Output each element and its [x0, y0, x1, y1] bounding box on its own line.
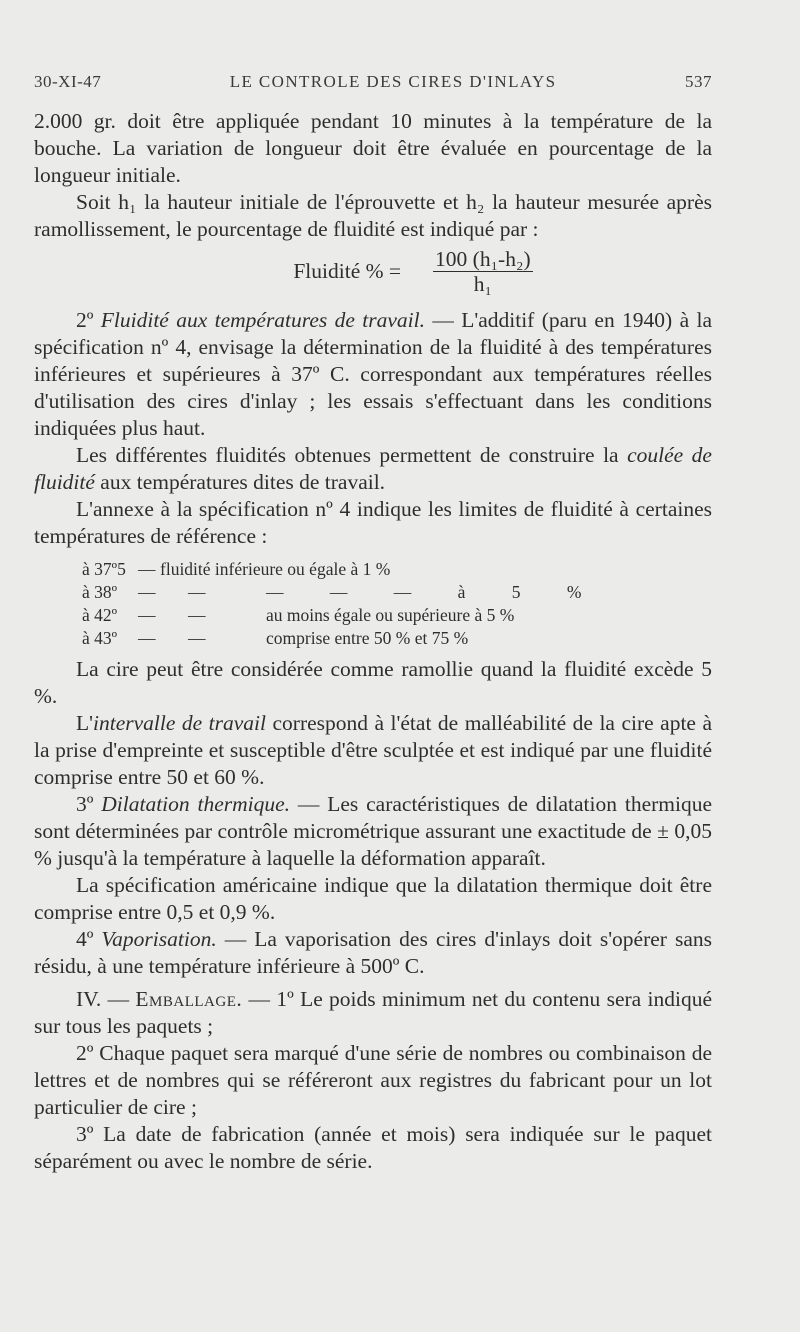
- p7-em: intervalle de travail: [93, 711, 267, 735]
- paragraph-6: La cire peut être considérée comme ramollie quand la fluidité excède 5 %.: [34, 657, 712, 708]
- p10-title: Vaporisation.: [101, 927, 217, 951]
- paragraph-1: 2.000 gr. doit être appliquée pendant 10 minutes à la température de la bouche. La variation de longueur doit être évaluée en pourcentage de la longueur initiale.: [34, 109, 712, 187]
- formula-denominator: h₁: [473, 271, 492, 296]
- list-item: [82, 558, 712, 581]
- fluidity-formula: [114, 245, 712, 297]
- p8-title: Dilatation thermique.: [101, 792, 291, 816]
- paragraph-3: [34, 307, 712, 442]
- limit-temp: à 37º5: [82, 559, 126, 579]
- list-item: [82, 581, 712, 604]
- p3-text: — L'additif (paru en 1940) à la spécification nº 4, envisage la détermination de la fluidité à des températures inférieures et supérieures à 37º C. correspondant aux températures réelles d'utilisation des cires d'inlay ; les essais s'effectuant dans les conditions indiquées plus haut.: [34, 308, 712, 440]
- limit-text: au moins égale ou supérieure à 5 %: [266, 605, 515, 625]
- limit-text: — — — à 5 %: [266, 582, 582, 602]
- limit-dash: —: [138, 559, 156, 579]
- limit-dash: —: [138, 605, 156, 625]
- p4-a: Les différentes fluidités obtenues permettent de construire la: [76, 443, 628, 467]
- paragraph-13: 3º La date de fabrication (année et mois) sera indiquée sur le paquet séparément ou avec le nombre de série.: [34, 1122, 712, 1173]
- limit-dash: —: [188, 605, 206, 625]
- p10-lead: 4º: [76, 927, 102, 951]
- paragraph-11: [34, 986, 712, 1040]
- page-number: 537: [684, 72, 712, 91]
- p11-lead: IV. —: [76, 987, 136, 1011]
- paragraph-12: 2º Chaque paquet sera marqué d'une série de nombres ou combinaison de lettres et de nombres qui se référeront aux registres du fabricant pour un lot particulier de cire ;: [34, 1041, 712, 1119]
- paragraph-9: La spécification américaine indique que la dilatation thermique doit être comprise entre 0,5 et 0,9 %.: [34, 873, 712, 924]
- running-header: [34, 72, 712, 92]
- paragraph-5: L'annexe à la spécification nº 4 indique les limites de fluidité à certaines températures de référence :: [34, 497, 712, 548]
- p8-lead: 3º: [76, 792, 102, 816]
- p7-b: correspond à l'état de malléabilité de la cire apte à la prise d'empreinte et susceptible d'être sculptée et est indiqué par une fluidité comprise entre 50 et 60 %.: [34, 711, 712, 789]
- p10-text: — La vaporisation des cires d'inlays doit s'opérer sans résidu, à une température inférieure à 500º C.: [34, 927, 712, 978]
- limit-dash: —: [188, 628, 206, 648]
- p7-a: L': [76, 711, 94, 735]
- paragraph-4: [34, 442, 712, 496]
- limit-text: comprise entre 50 % et 75 %: [266, 628, 469, 648]
- p3-lead: 2º: [76, 308, 101, 332]
- limit-temp: à 38º: [82, 582, 118, 602]
- formula-numerator: 100 (h₁-h₂): [435, 246, 531, 271]
- limit-text: fluidité inférieure ou égale à 1 %: [160, 559, 391, 579]
- list-item: [82, 627, 712, 650]
- formula-fraction: [433, 247, 533, 296]
- paragraph-2: Soit h₁ la hauteur initiale de l'éprouvette et h₂ la hauteur mesurée après ramollissement, le pourcentage de fluidité est indiqué par :: [34, 190, 712, 241]
- p8-text: — Les caractéristiques de dilatation thermique sont déterminées par contrôle micrométrique assurant une exactitude de ± 0,05 % jusqu'à la température à laquelle la déformation apparaît.: [34, 792, 713, 870]
- header-date: 30-XI-47: [34, 72, 102, 91]
- limit-dash: —: [138, 582, 156, 602]
- body-text: [34, 108, 712, 1175]
- limit-dash: —: [188, 582, 206, 602]
- p4-b: aux températures dites de travail.: [94, 470, 386, 494]
- paragraph-10: [34, 926, 712, 980]
- paragraph-7: [34, 710, 712, 791]
- p11-text: — 1º Le poids minimum net du contenu sera indiqué sur tous les paquets ;: [34, 987, 712, 1038]
- formula-lhs: Fluidité % =: [293, 258, 402, 283]
- limit-temp: à 42º: [82, 605, 118, 625]
- header-title: LE CONTROLE DES CIRES D'INLAYS: [229, 72, 557, 91]
- p11-title: Emballage.: [135, 987, 243, 1011]
- list-item: [82, 604, 712, 627]
- p3-title: Fluidité aux températures de travail.: [100, 308, 425, 332]
- limit-dash: —: [138, 628, 156, 648]
- p4-em: coulée de fluidité: [34, 443, 712, 494]
- limit-temp: à 43º: [82, 628, 118, 648]
- fluidity-limits-list: [82, 558, 712, 650]
- paragraph-8: [34, 791, 712, 872]
